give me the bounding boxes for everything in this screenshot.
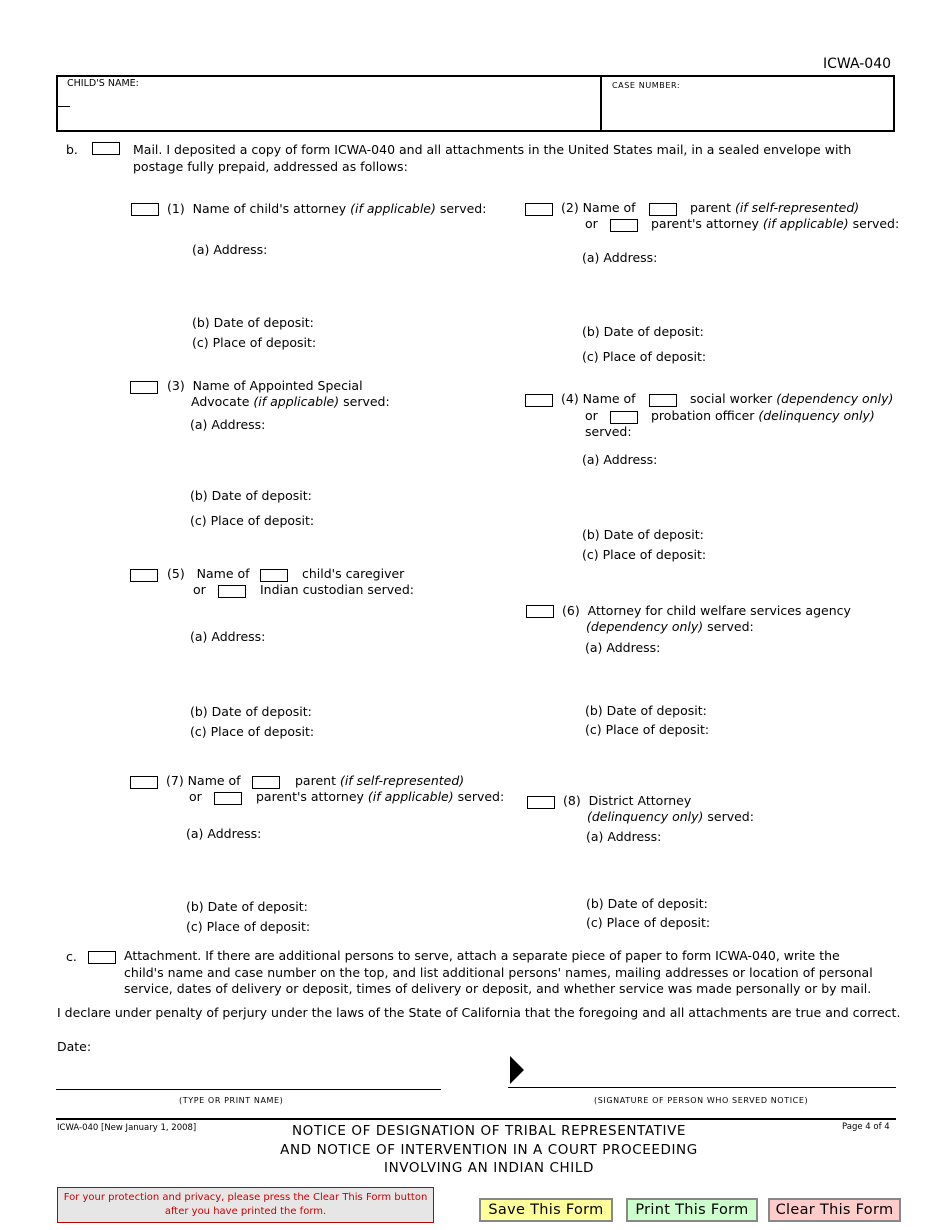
- attachment-checkbox[interactable]: [88, 951, 116, 964]
- item-7-or: or: [189, 789, 202, 804]
- item-4-checkbox[interactable]: [525, 394, 553, 407]
- child-name-box[interactable]: [56, 75, 602, 132]
- type-name-caption: (TYPE OR PRINT NAME): [179, 1096, 284, 1105]
- item-8-checkbox[interactable]: [527, 796, 555, 809]
- item-4-address: (a) Address:: [582, 452, 658, 467]
- item-3-date: (b) Date of deposit:: [190, 488, 312, 503]
- case-number-box[interactable]: [600, 75, 895, 132]
- item-2-parent-checkbox[interactable]: [649, 203, 677, 216]
- section-b-letter: b.: [66, 142, 78, 157]
- item-8-date: (b) Date of deposit:: [586, 896, 708, 911]
- item-5-num: (5) Name of: [167, 566, 250, 581]
- print-form-button[interactable]: Print This Form: [626, 1198, 758, 1222]
- item-1-label: (1) Name of child's attorney (if applicable) served:: [167, 201, 487, 216]
- item-2-address: (a) Address:: [582, 250, 658, 265]
- item-8-label: (8) District Attorney: [563, 793, 692, 808]
- footer-rule: [56, 1118, 896, 1120]
- item-7-num: (7) Name of: [166, 773, 241, 788]
- child-name-label: CHILD'S NAME:: [67, 78, 139, 89]
- item-1-address: (a) Address:: [192, 242, 268, 257]
- item-2-checkbox[interactable]: [525, 203, 553, 216]
- clear-form-button[interactable]: Clear This Form: [768, 1198, 901, 1222]
- item-8-label2: (delinquency only) served:: [587, 809, 754, 824]
- date-label: Date:: [57, 1039, 92, 1054]
- form-title-line2: AND NOTICE OF INTERVENTION IN A COURT PROCEEDING: [280, 1141, 698, 1158]
- item-6-address: (a) Address:: [585, 640, 661, 655]
- item-7-text2: parent's attorney (if applicable) served:: [256, 789, 505, 804]
- item-5-custodian-checkbox[interactable]: [218, 585, 246, 598]
- form-title-line3: INVOLVING AN INDIAN CHILD: [384, 1160, 594, 1176]
- item-2-attorney-checkbox[interactable]: [610, 219, 638, 232]
- item-7-place: (c) Place of deposit:: [186, 919, 311, 934]
- item-6-place: (c) Place of deposit:: [585, 722, 710, 737]
- item-3-address: (a) Address:: [190, 417, 266, 432]
- child-name-mark: [58, 106, 70, 107]
- item-4-probation-checkbox[interactable]: [610, 411, 638, 424]
- item-4-place: (c) Place of deposit:: [582, 547, 707, 562]
- form-title: [230, 1122, 748, 1178]
- item-2-text2: parent's attorney (if applicable) served:: [651, 216, 900, 231]
- item-1-date: (b) Date of deposit:: [192, 315, 314, 330]
- item-3-label2: Advocate (if applicable) served:: [191, 394, 390, 409]
- form-id: ICWA-040: [823, 56, 892, 72]
- section-c-text: Attachment. If there are additional persons to serve, attach a separate piece of paper to form ICWA-040, write the child's name and case number on the top, and list additional persons' names, mailing addresses or location of personal service, dates of delivery or deposit, times of delivery or deposit, and whether service was made personally or by mail.: [124, 948, 873, 996]
- signature-caption: (SIGNATURE OF PERSON WHO SERVED NOTICE): [594, 1096, 809, 1105]
- item-5-checkbox[interactable]: [130, 569, 158, 582]
- item-2-num: (2) Name of: [561, 200, 636, 215]
- section-c-letter: c.: [66, 949, 77, 964]
- item-8-place: (c) Place of deposit:: [586, 915, 711, 930]
- item-7-parent-checkbox[interactable]: [252, 776, 280, 789]
- save-form-button[interactable]: Save This Form: [479, 1198, 613, 1222]
- mail-checkbox[interactable]: [92, 142, 120, 155]
- item-6-label: (6) Attorney for child welfare services agency: [562, 603, 851, 618]
- signature-line[interactable]: [508, 1087, 896, 1088]
- item-4-num: (4) Name of: [561, 391, 636, 406]
- item-5-caregiver-checkbox[interactable]: [260, 569, 288, 582]
- item-5-custodian: Indian custodian served:: [260, 582, 414, 597]
- item-4-text: social worker (dependency only): [690, 391, 894, 406]
- item-7-attorney-checkbox[interactable]: [214, 792, 242, 805]
- item-5-caregiver: child's caregiver: [302, 566, 405, 581]
- form-title-line1: NOTICE OF DESIGNATION OF TRIBAL REPRESENTATIVE: [291, 1123, 687, 1139]
- item-1-checkbox[interactable]: [131, 203, 159, 216]
- case-number-label: CASE NUMBER:: [612, 81, 681, 90]
- item-4-or: or: [585, 408, 598, 423]
- item-5-date: (b) Date of deposit:: [190, 704, 312, 719]
- item-2-place: (c) Place of deposit:: [582, 349, 707, 364]
- item-1-place: (c) Place of deposit:: [192, 335, 317, 350]
- page-number: Page 4 of 4: [842, 1122, 890, 1132]
- declaration-text: I declare under penalty of perjury under the laws of the State of California that the foregoing and all attachments are true and correct.: [57, 1005, 901, 1020]
- item-2-text: parent (if self-represented): [690, 200, 860, 215]
- section-b-text: Mail. I deposited a copy of form ICWA-040 and all attachments in the United States mail, in a sealed envelope with postage fully prepaid, addressed as follows:: [133, 142, 852, 174]
- name-line[interactable]: [56, 1089, 441, 1090]
- item-5-place: (c) Place of deposit:: [190, 724, 315, 739]
- item-3-label: (3) Name of Appointed Special: [167, 378, 363, 393]
- privacy-notice: For your protection and privacy, please press the Clear This Form button after you have printed the form.: [57, 1187, 434, 1223]
- item-6-date: (b) Date of deposit:: [585, 703, 707, 718]
- item-6-checkbox[interactable]: [526, 605, 554, 618]
- item-3-checkbox[interactable]: [130, 381, 158, 394]
- item-2-or: or: [585, 216, 598, 231]
- item-5-address: (a) Address:: [190, 629, 266, 644]
- item-3-place: (c) Place of deposit:: [190, 513, 315, 528]
- item-4-served: served:: [585, 424, 632, 439]
- signature-arrow-icon: [510, 1056, 524, 1084]
- item-2-date: (b) Date of deposit:: [582, 324, 704, 339]
- item-7-checkbox[interactable]: [130, 776, 158, 789]
- item-7-address: (a) Address:: [186, 826, 262, 841]
- item-4-text2: probation officer (delinquency only): [651, 408, 875, 423]
- item-4-date: (b) Date of deposit:: [582, 527, 704, 542]
- item-6-label2: (dependency only) served:: [586, 619, 754, 634]
- item-8-address: (a) Address:: [586, 829, 662, 844]
- item-5-or: or: [193, 582, 206, 597]
- revision-label: ICWA-040 [New January 1, 2008]: [57, 1123, 197, 1133]
- item-7-date: (b) Date of deposit:: [186, 899, 308, 914]
- item-4-social-worker-checkbox[interactable]: [649, 394, 677, 407]
- item-7-text: parent (if self-represented): [295, 773, 465, 788]
